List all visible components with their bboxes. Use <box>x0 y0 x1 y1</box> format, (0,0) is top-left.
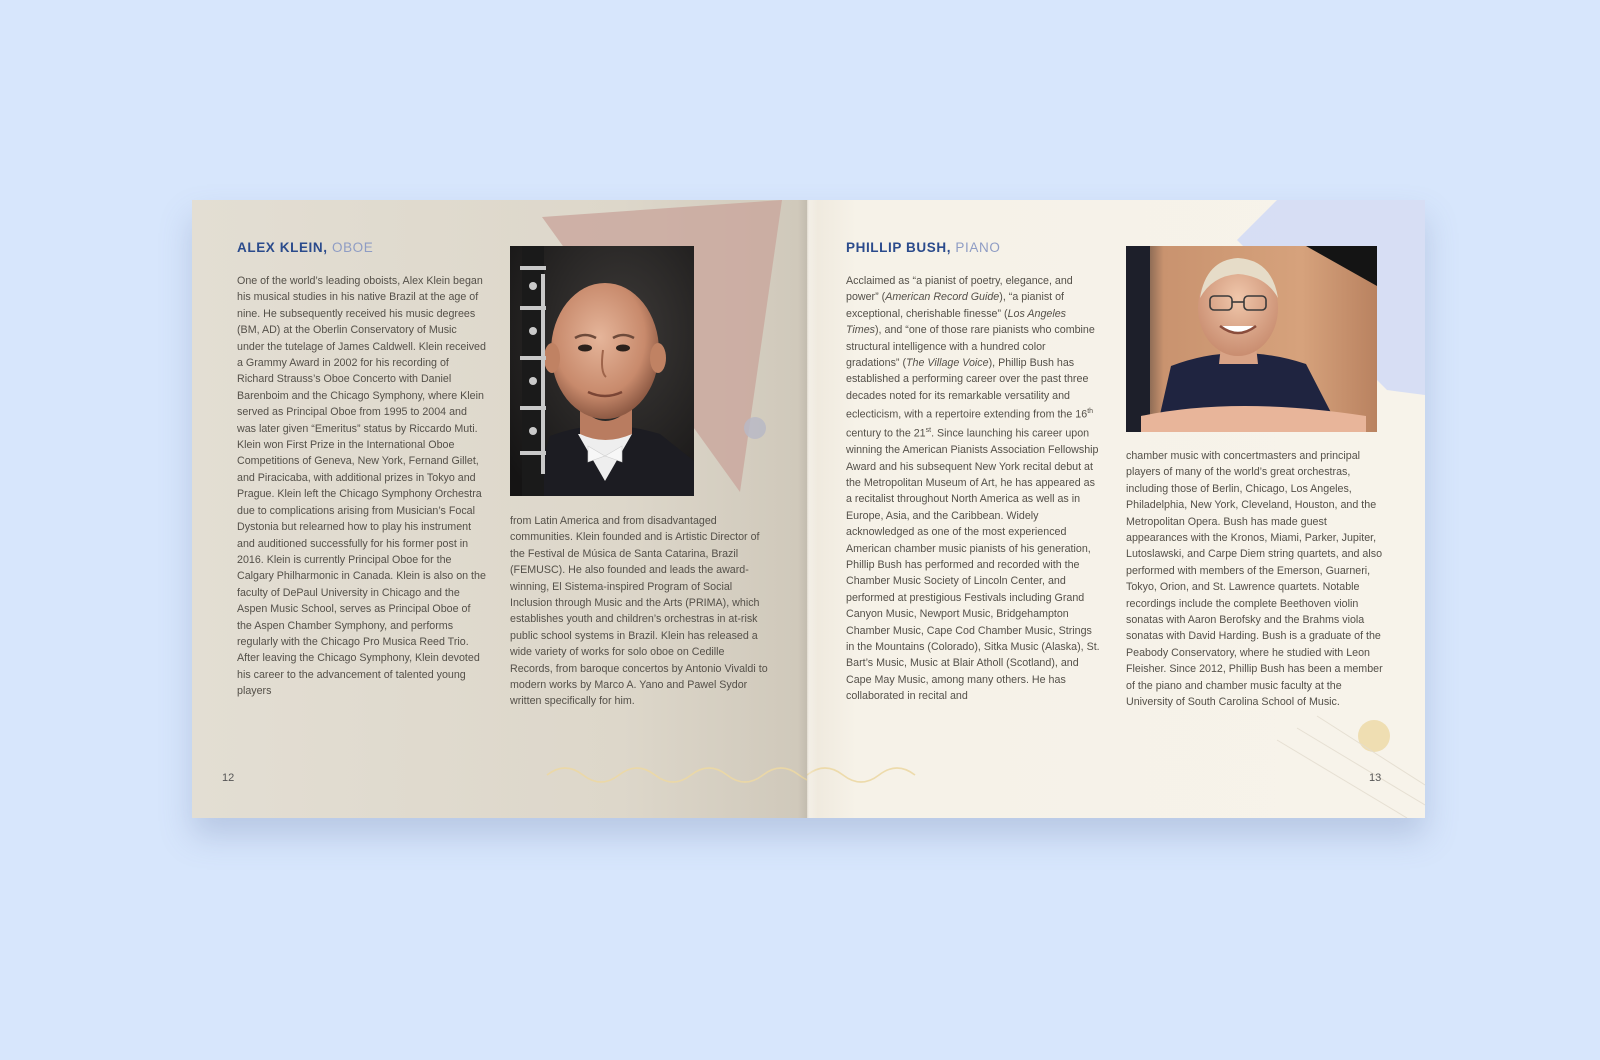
booklet-spread <box>192 200 1425 818</box>
page-number-left: 12 <box>222 772 235 784</box>
bio-column-1: Acclaimed as “a pianist of poetry, elegance, and power” (American Record Guide), “a pianist of exceptional, cherishable finesse” (Los Angeles Times), and “one of those rare pianists who combine structural intelligence with a hundred color gradations” (The Village Voice), Phillip Bush has established a performing career over the past three decades noted for its remarkable versatility and eclecticism, with a repertoire extending from the 16th century to the 21st. Since launching his career upon winning the American Pianists Association Fellowship Award and his subsequent New York recital debut at the Metropolitan Museum of Art, he has appeared as a recitalist throughout North America as well as in Europe, Asia, and the Caribbean. Widely acknowledged as one of the most experienced American chamber music pianists of his generation, Phillip Bush has performed and recorded with the Chamber Music Society of Lincoln Center, and performed at prestigious Festivals including Grand Canyon Music, Newport Music, Bridgehampton Chamber Music, Cape Cod Chamber Music, Strings in the Mountains (Colorado), Sitka Music (Alaska), St. Bart’s Music, Music at Blair Atholl (Scotland), and Cape May Music, among many others. He has collaborated in recital and <box>846 275 1100 703</box>
performer-instrument: PIANO <box>955 240 1001 255</box>
performer-instrument: OBOE <box>331 240 374 255</box>
portrait-alex-klein <box>510 246 694 496</box>
right-page <box>807 200 1425 818</box>
left-page <box>192 200 807 818</box>
performer-name: PHILLIP BUSH, <box>846 240 952 255</box>
performer-heading-klein <box>237 240 373 255</box>
bio-column-2: from Latin America and from disadvantaged communities. Klein founded and is Artistic Director of the Festival de Música de Santa Catarina, Brazil (FEMUSC). He also founded and leads the award-winning, El Sistema-inspired Program of Social Inclusion through Music and the Arts (PRIMA), which establishes youth and children’s orchestras in at-risk public school systems in Brazil. Klein has released a wide variety of works for solo oboe on Cedille Records, from baroque concertos by Antonio Vivaldi to modern works by Marco A. Yano and Pawel Sydor written specifically for him. <box>510 515 768 708</box>
performer-name: ALEX KLEIN, <box>237 240 328 255</box>
bio-column-1: One of the world’s leading oboists, Alex Klein began his musical studies in his native Brazil at the age of nine. He subsequently received his music degrees (BM, AD) at the Oberlin Conservatory of Music under the tutelage of James Caldwell. Klein received a Grammy Award in 2002 for his recording of Richard Strauss’s Oboe Concerto with Daniel Barenboim and the Chicago Symphony, where Klein served as Principal Oboe from 1995 to 2004 and was later given “Emeritus” status by Riccardo Muti. Klein won First Prize in the International Oboe Competitions of Geneva, New York, Fernand Gillet, and Piracicaba, with additional prizes in Tokyo and Prague. Klein left the Chicago Symphony Orchestra due to complications arising from Musician’s Focal Dystonia but relearned how to play his instrument and auditioned successfully for his former post in 2016. Klein is currently Principal Oboe for the Calgary Philharmonic in Canada. Klein is also on the faculty of DePaul University in Chicago and the Aspen Music School, serves as Principal Oboe of the Aspen Chamber Symphony, and performs regularly with the Chicago Pro Musica Reed Trio. After leaving the Chicago Symphony, Klein devoted his career to the advancement of talented young players <box>237 275 486 698</box>
bio-column-2: chamber music with concertmasters and principal players of many of the world’s great orchestras, including those of Berlin, Chicago, Los Angeles, Philadelphia, New York, Cleveland, Houston, and the Metropolitan Opera. Bush has made guest appearances with the Kronos, Miami, Parker, Jupiter, Lutoslawski, and Carpe Diem string quartets, and also performed with members of the Emerson, Guarneri, Tokyo, Orion, and St. Lawrence quartets. Notable recordings include the complete Beethoven violin sonatas with Aaron Berofsky and the Brahms viola sonatas with David Harding. Bush is a graduate of the Peabody Conservatory, where he studied with Leon Fleisher. Since 2012, Phillip Bush has been a member of the piano and chamber music faculty at the University of South Carolina School of Music. <box>1126 450 1383 709</box>
portrait-phillip-bush <box>1126 246 1377 432</box>
performer-heading-bush <box>846 240 1000 255</box>
page-number-right: 13 <box>1369 772 1382 784</box>
